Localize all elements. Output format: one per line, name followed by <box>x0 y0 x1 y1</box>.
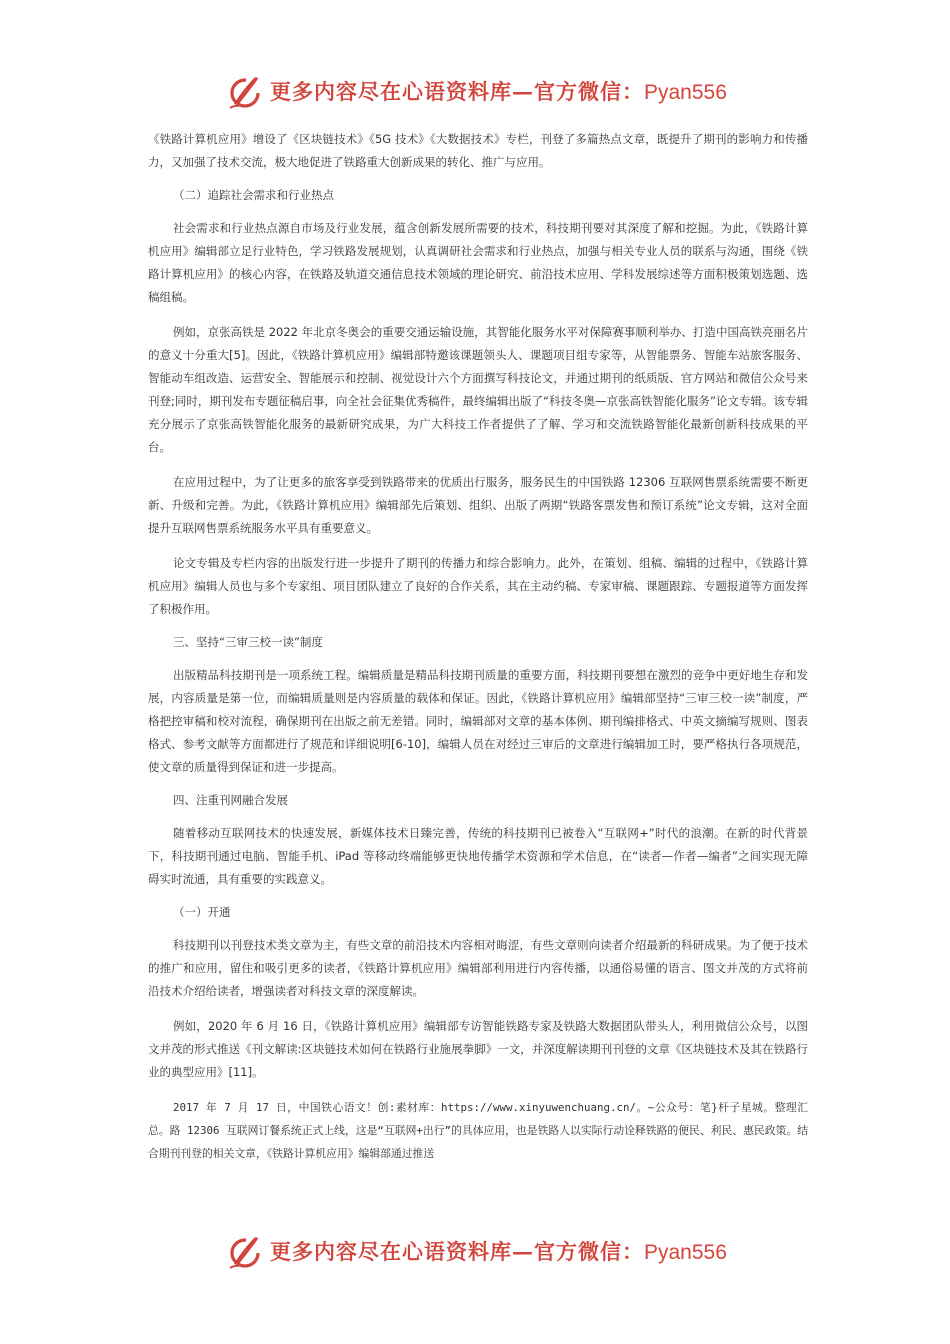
banner-wechat-id: Pyan556 <box>644 81 727 104</box>
banner-wechat-id: Pyan556 <box>644 1241 727 1264</box>
red-brush-logo-icon <box>226 1232 266 1272</box>
paragraph: 例如，2020 年 6 月 16 日，《铁路计算机应用》编辑部专访智能铁路专家及铁路大数据团队带头人，利用微信公众号，以图文并茂的形式推送《刊文解读:区块链技术如何在铁路行业施展拳脚》一文，并深度解读期刊刊登的文章《区块链技术及其在铁路行业的典型应用》[11]。 <box>148 1019 808 1079</box>
paragraph: 例如，京张高铁是 2022 年北京冬奥会的重要交通运输设施，其智能化服务水平对保障赛事顺利举办、打造中国高铁亮丽名片的意义十分重大[5]。因此，《铁路计算机应用》编辑部特邀该课题领头人、课题项目组专家等，从智能票务、智能车站旅客服务、智能动车组改造、运营安全、智能展示和控制、视觉设计六个方面撰写科技论文，并通过期刊的纸质版、官方网站和微信公众号来刊登;同时，期刊发布专题征稿启事，向全社会征集优秀稿件，最终编辑出版了“科技冬奥—京张高铁智能化服务”论文专辑。该专辑充分展示了京张高铁智能化服务的最新研究成果，为广大科技工作者提供了了解、学习和交流铁路智能化最新创新科技成果的平台。 <box>148 325 808 454</box>
paragraph: 出版精品科技期刊是一项系统工程。编辑质量是精品科技期刊质量的重要方面，科技期刊要想在激烈的竞争中更好地生存和发展，内容质量是第一位，而编辑质量则是内容质量的载体和保证。因此，《铁路计算机应用》编辑部坚持“三审三校一读”制度，严格把控审稿和校对流程，确保期刊在出版之前无差错。同时，编辑部对文章的基本体例、期刊编排格式、中英文摘编写规则、图表格式、参考文献等方面都进行了规范和详细说明[6-10]，编辑人员在对经过三审后的文章进行编辑加工时，要严格执行各项规范，使文章的质量得到保证和进一步提高。 <box>148 668 808 774</box>
banner-text-cn: 更多内容尽在心语资料库—官方微信： <box>270 79 644 104</box>
section-heading: 四、注重刊网融合发展 <box>173 793 288 807</box>
paragraph: 《铁路计算机应用》增设了《区块链技术》《5G 技术》《大数据技术》专栏，刊登了多篇热点文章，既提升了期刊的影响力和传播力，又加强了技术交流，极大地促进了铁路重大创新成果的转化、推广与应用。 <box>148 132 808 169</box>
paragraph: 科技期刊以刊登技术类文章为主，有些文章的前沿技术内容相对晦涩，有些文章则向读者介绍最新的科研成果。为了便于技术的推广和应用，留住和吸引更多的读者，《铁路计算机应用》编辑部利用进行内容传播，以通俗易懂的语言、图文并茂的方式将前沿技术介绍给读者，增强读者对科技文章的深度解读。 <box>148 938 808 998</box>
red-brush-logo-icon <box>226 72 266 112</box>
paragraph: 论文专辑及专栏内容的出版发行进一步提升了期刊的传播力和综合影响力。此外，在策划、组稿、编辑的过程中，《铁路计算机应用》编辑人员也与多个专家组、项目团队建立了良好的合作关系，其在主动约稿、专家审稿、课题跟踪、专题报道等方面发挥了积极作用。 <box>148 556 808 616</box>
banner-text <box>270 1236 727 1266</box>
section-heading: 三、坚持“三审三校一读”制度 <box>173 635 323 649</box>
footer-banner <box>0 1232 950 1272</box>
paragraph: 2017 年 7 月 17 日，中国铁心语文！创:素材库：https://www.xinyuwenchuang.cn/。~公众号：笔}杆子星城。整理汇总。路 12306 互联网订餐系统正式上线，这是“互联网+出行”的具体应用，也是铁路人以实际行动诠释铁路的便民、利民、惠民政策。结合期刊刊登的相关文章，《铁路计算机应用》编辑部通过推送 <box>148 1101 808 1160</box>
banner-text-cn: 更多内容尽在心语资料库—官方微信： <box>270 1239 644 1264</box>
banner-text <box>270 76 727 106</box>
paragraph: 社会需求和行业热点源自市场及行业发展，蕴含创新发展所需要的技术，科技期刊要对其深度了解和挖掘。为此，《铁路计算机应用》编辑部立足行业特色，学习铁路发展规划，认真调研社会需求和行业热点，加强与相关专业人员的联系与沟通，围绕《铁路计算机应用》的核心内容，在铁路及轨道交通信息技术领域的理论研究、前沿技术应用、学科发展综述等方面积极策划选题、选稿组稿。 <box>148 221 808 304</box>
section-heading: （二）追踪社会需求和行业热点 <box>173 188 334 202</box>
paragraph: 随着移动互联网技术的快速发展，新媒体技术日臻完善，传统的科技期刊已被卷入“互联网+”时代的浪潮。在新的时代背景下，科技期刊通过电脑、智能手机、iPad 等移动终端能够更快地传播学术资源和学术信息，在“读者—作者—编者”之间实现无障碍实时流通，具有重要的实践意义。 <box>148 826 808 886</box>
header-banner <box>0 72 950 112</box>
paragraph: 在应用过程中，为了让更多的旅客享受到铁路带来的优质出行服务，服务民生的中国铁路 12306 互联网售票系统需要不断更新、升级和完善。为此，《铁路计算机应用》编辑部先后策划、组织、出版了两期“铁路客票发售和预订系统”论文专辑，这对全面提升互联网售票系统服务水平具有重要意义。 <box>148 475 808 535</box>
document-body <box>148 128 808 1165</box>
section-heading: （一）开通 <box>173 905 231 919</box>
